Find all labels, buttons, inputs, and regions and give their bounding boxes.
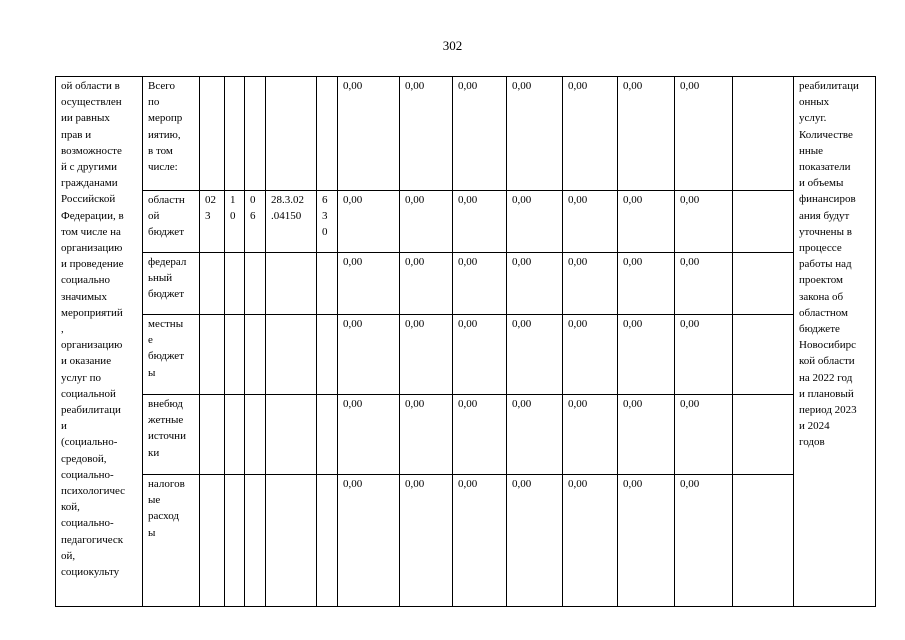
code-rz-cell <box>225 315 245 395</box>
value-cell: 0,00 <box>618 475 675 607</box>
event-description-cell: ой области в осуществлен ии равных прав и возможносте й с другими гражданами Российской Федерации, в том числе на организацию и проведение социально значимых мероприятий , организацию и оказание услуг по социальной реабилитаци и (социально- средовой, социально- психологичес кой, социально- педагогическ ой, социокульту <box>56 77 143 607</box>
value-cell: 0,00 <box>400 315 453 395</box>
table-row <box>56 77 876 191</box>
code-rz-cell <box>225 253 245 315</box>
value-cell: 0,00 <box>400 475 453 607</box>
empty-cell <box>733 475 794 607</box>
code-vr-cell <box>317 315 338 395</box>
funding-source-cell: областн ой бюджет <box>143 191 200 253</box>
value-cell: 0,00 <box>507 475 563 607</box>
code-pr-cell <box>245 315 266 395</box>
code-csr-cell <box>266 253 317 315</box>
value-cell: 0,00 <box>453 253 507 315</box>
value-cell: 0,00 <box>453 315 507 395</box>
value-cell: 0,00 <box>338 475 400 607</box>
value-cell: 0,00 <box>618 395 675 475</box>
value-cell: 0,00 <box>507 77 563 191</box>
code-rz-cell: 1 0 <box>225 191 245 253</box>
value-cell: 0,00 <box>338 253 400 315</box>
value-cell: 0,00 <box>507 253 563 315</box>
value-cell: 0,00 <box>675 253 733 315</box>
code-csr-cell <box>266 475 317 607</box>
table-row <box>56 475 876 607</box>
value-cell: 0,00 <box>400 77 453 191</box>
value-cell: 0,00 <box>675 395 733 475</box>
code-csr-cell <box>266 77 317 191</box>
code-vr-cell: 6 3 0 <box>317 191 338 253</box>
value-cell: 0,00 <box>338 395 400 475</box>
code-csr-cell <box>266 315 317 395</box>
value-cell: 0,00 <box>563 475 618 607</box>
value-cell: 0,00 <box>507 191 563 253</box>
value-cell: 0,00 <box>563 191 618 253</box>
page-number: 302 <box>442 38 463 53</box>
value-cell: 0,00 <box>400 191 453 253</box>
value-cell: 0,00 <box>453 191 507 253</box>
code-rz-cell <box>225 475 245 607</box>
value-cell: 0,00 <box>338 191 400 253</box>
code-vr-cell <box>317 77 338 191</box>
empty-cell <box>733 315 794 395</box>
funding-source-cell: Всего по меропр иятию, в том числе: <box>143 77 200 191</box>
value-cell: 0,00 <box>563 315 618 395</box>
value-cell: 0,00 <box>507 395 563 475</box>
code-rz-cell <box>225 77 245 191</box>
code-pr-cell: 0 6 <box>245 191 266 253</box>
funding-source-cell: местны е бюджет ы <box>143 315 200 395</box>
code-grbs-cell <box>200 77 225 191</box>
value-cell: 0,00 <box>453 475 507 607</box>
code-grbs-cell <box>200 253 225 315</box>
code-pr-cell <box>245 475 266 607</box>
code-vr-cell <box>317 395 338 475</box>
value-cell: 0,00 <box>338 77 400 191</box>
value-cell: 0,00 <box>618 253 675 315</box>
empty-cell <box>733 253 794 315</box>
budget-table <box>55 76 876 607</box>
value-cell: 0,00 <box>338 315 400 395</box>
value-cell: 0,00 <box>563 395 618 475</box>
value-cell: 0,00 <box>563 77 618 191</box>
code-csr-cell <box>266 395 317 475</box>
value-cell: 0,00 <box>675 191 733 253</box>
value-cell: 0,00 <box>453 77 507 191</box>
funding-source-cell: налогов ые расход ы <box>143 475 200 607</box>
value-cell: 0,00 <box>400 395 453 475</box>
code-pr-cell <box>245 77 266 191</box>
value-cell: 0,00 <box>618 191 675 253</box>
table-row <box>56 315 876 395</box>
value-cell: 0,00 <box>563 253 618 315</box>
note-cell: реабилитаци онных услуг. Количестве нные показатели и объемы финансиров ания будут уточнены в процессе работы над проектом закона об областном бюджете Новосибирс кой области на 2022 год и плановый период 2023 и 2024 годов <box>794 77 876 607</box>
funding-source-cell: внебюд жетные источни ки <box>143 395 200 475</box>
table-row <box>56 253 876 315</box>
code-vr-cell <box>317 475 338 607</box>
value-cell: 0,00 <box>453 395 507 475</box>
value-cell: 0,00 <box>675 77 733 191</box>
code-grbs-cell <box>200 315 225 395</box>
empty-cell <box>733 395 794 475</box>
value-cell: 0,00 <box>675 315 733 395</box>
value-cell: 0,00 <box>400 253 453 315</box>
code-grbs-cell <box>200 395 225 475</box>
funding-source-cell: федерал ьный бюджет <box>143 253 200 315</box>
code-vr-cell <box>317 253 338 315</box>
value-cell: 0,00 <box>675 475 733 607</box>
empty-cell <box>733 77 794 191</box>
value-cell: 0,00 <box>618 77 675 191</box>
value-cell: 0,00 <box>507 315 563 395</box>
code-rz-cell <box>225 395 245 475</box>
code-pr-cell <box>245 395 266 475</box>
table-row <box>56 191 876 253</box>
code-csr-cell: 28.3.02 .04150 <box>266 191 317 253</box>
value-cell: 0,00 <box>618 315 675 395</box>
empty-cell <box>733 191 794 253</box>
code-grbs-cell: 02 3 <box>200 191 225 253</box>
code-pr-cell <box>245 253 266 315</box>
code-grbs-cell <box>200 475 225 607</box>
table-row <box>56 395 876 475</box>
